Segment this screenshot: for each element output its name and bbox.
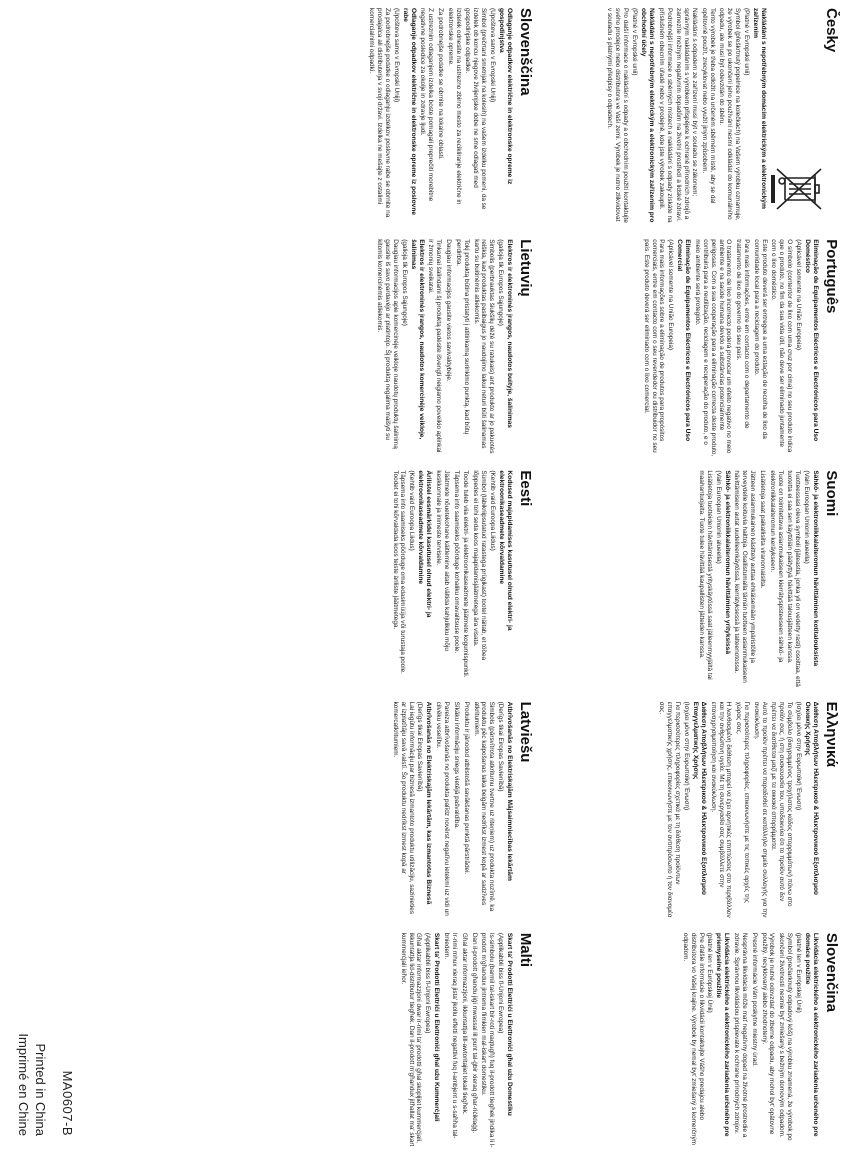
section-paragraph: Για περισσότερες πληροφορίες, επικοινωνήστε με τις τοπικές αρχές της χώρας σας.	[735, 701, 751, 903]
section-paragraph: O tratamento de lixo incorrecto poderá provocar um efeito negativo no meio ambiente e na saúde humana devido a substâncias potencialmente perigosas. Com a sua cooperação para a eliminação correcta deste produto, contribuirá para a reutilização, reciclagem e recuperação do produto, e o meio ambiente será protegido.	[694, 239, 733, 457]
section-scope-note: (galioja tik Europos Sąjungoje)	[400, 239, 408, 326]
section-paragraph: Produktu ir jānodod atbilstošā savākšanas punktā pārstrādei.	[462, 701, 470, 875]
language-heading: Eesti	[517, 470, 534, 507]
section-paragraph: Para mais informações, entre em contacto com o departamento de tratamento de lixo do governo do seu país.	[735, 239, 751, 429]
section-paragraph: Daugiau informacijos gausite vietos savivaldybėje.	[445, 239, 453, 382]
section-paragraph: O símbolo (contentor de lixo com uma cruz por cima) no seu produto indica que o produto, no fim da sua vida útil, não deve ser eliminado juntamente com o lixo doméstico.	[770, 239, 794, 453]
language-column	[234, 239, 534, 456]
section-title: Nakládání s nepotřebným domácím elektrickým a elektronickým zařízením	[751, 8, 767, 209]
section-scope-note: (platné len v Európskej Únii)	[794, 932, 802, 1013]
section-title: Likvidácia elektrického a elektronického zariadenia určeného pre priemyselné použitie	[715, 932, 731, 1137]
section-scope-note: (Upošteva samo v Evropski Uniji)	[392, 8, 400, 103]
section-paragraph: Täpsema info saamiseks pöörduge oma edasimüüja või turustaja poole. Toodet ei tohi kõrvaldada koos teiste äriliste jäätmetega.	[391, 470, 407, 674]
section-paragraph: Za podrobnejše podatke o odlaganju izdelkov poslovne rabe se obrnite na prodajalca ali distributerja v svoji državi. Izdelka ne mešajte z ostalimi komercialnimi odpadki.	[368, 8, 391, 218]
print-origin	[14, 1033, 49, 1136]
section-title: Eliminação de Equipamentos Eléctricos e Electrónicos para Uso Doméstico	[803, 239, 819, 442]
section-scope-note: (platné len v Európskej Únii)	[706, 932, 714, 1013]
section-paragraph: Dan il-prodott għandu jiġi mwassal lil punt tal-ġbir xieraq għar-riċiklaġġ.	[470, 932, 478, 1134]
section-paragraph: Tinkamai šalindami šį produktą padėsite išvengti neigiamo poveikio aplinkai ir žmonių sveikatai.	[427, 239, 443, 453]
section-paragraph: Pareiza atbrīvošanās no produkta palīdz novērst negatīvu ietekmi uz vidi un cilvēku veselību.	[435, 701, 451, 916]
language-column	[540, 239, 840, 456]
section-paragraph: Sümbol (läbikriipsutatud ratastega prügikast) tootel näitab, et tööea lõppedes ei tohi seda koos majapidamisjäätmetega ära visata.	[472, 470, 488, 661]
section-paragraph: Lai iegūtu informāciju par biznesā izmantoto produktu utilizāciju, sazinieties ar izplatītāju savā valstī. Šo produktu nedrīkst izmest kopā ar komercatkritumiem.	[392, 701, 415, 915]
section-paragraph: Η λανθασμένη διάθεση μπορεί να έχει αρνητικές επιπτώσεις στο περιβάλλον και την ανθρώπινη υγεία. Με τη συνεργασία σας συμβάλλετε στην επαναχρησιμοποίηση και ανακύκλωση.	[709, 701, 733, 918]
section-scope-note: (Upošteva samo v Evropski Uniji)	[488, 8, 496, 103]
section-paragraph: Lisätietoja saat paikallisilta viranomaisilta.	[758, 470, 766, 589]
language-heading: Ελληνικά	[823, 701, 840, 768]
empty-column	[6, 239, 228, 456]
section-scope-note: (Applikabbli biss fl-Unjoni Ewropea)	[424, 932, 432, 1034]
section-paragraph: Výrobok je nutné odovzdať do zberne odpadu, aby mohol byť opätovne použitý, recyklovaný alebo zhodnotený.	[760, 932, 776, 1135]
section-title: Skart ta' Prodotti Elettriċi u Elettroniċi għal użu Kummerċjali	[433, 932, 441, 1122]
section-title: Elektros ir elektroninės įrangos, naudotos buityje, šalinimas	[506, 239, 513, 428]
section-title: Likvidácia elektrického a elektronického zariadenia určeného pre domáce použitie	[803, 932, 819, 1137]
section-scope-note: (Applikabbli biss fl-Unjoni Ewropea)	[496, 932, 504, 1034]
row-top	[540, 8, 840, 1150]
section-scope-note: (Derīgs tikai Eiropas Savienībā)	[496, 701, 504, 792]
section-title: Nakládání s nepotřebným elektrickým a elektronickým zařízením pro obchodní účely	[639, 8, 655, 223]
section-paragraph: Za podrobnejše podatke se obrnite na lokalne oblasti.	[437, 8, 445, 160]
section-paragraph: Symbol (přeškrtnutý popelnice na kolečkách) na Vašem výrobku oznamuje, že výrobek se po ukončení jeho používání nesmí odkládat do komunálního odpadu, ale musí být odevzdán do sběru.	[718, 8, 742, 221]
section-paragraph: Lisätietoja tuotteiden hävittämisestä yrityskäytössä saat jälleenmyyjältä tai maahantuojalta. Tuote tulee hävittää kaupallisten jätteiden kanssa.	[698, 470, 713, 680]
section-scope-note: (Aplicável somente na União Europeia)	[667, 239, 675, 351]
section-paragraph: Este produto deverá ser entregue a uma estação de recolha de lixo da comunidade local para a reciclagem do produto.	[752, 239, 768, 439]
section-paragraph: Toode tuleb viia elektri- ja elektroonikaseadmete jäätmete kogumispunkti.	[462, 470, 470, 678]
language-heading: Slovenščina	[517, 8, 534, 96]
imprime-en-chine: Imprimé en Chine	[15, 1033, 31, 1137]
language-heading: Lietuvių	[517, 239, 534, 297]
section-title: Sähkö- ja elektroniikkalaiteromun hävittäminen yrityksissä	[723, 470, 731, 655]
language-heading: Suomi	[823, 470, 840, 517]
section-paragraph: Ir-rimi mhux xieraq jista' jkollu effetti negattivi fuq l-ambjent u s-saħħa tal-bniedem.	[443, 932, 458, 1139]
section-scope-note: (Vain Euroopan Unionin alueella)	[802, 470, 810, 564]
section-paragraph: Podrobnější informace o sběrných místech a nakládání s odpady získáte na příslušném obecním úřadě nebo v prodejně, kde jste výrobek zakoupili.	[657, 8, 673, 223]
section-scope-note: (galioja tik Europos Sąjungoje)	[496, 239, 504, 326]
language-heading: Malti	[517, 932, 534, 967]
language-column	[540, 933, 840, 1150]
section-title: Skart ta' Prodotti Elettriċi u Elettroniċi għal użu Domestiku	[506, 932, 513, 1116]
section-paragraph: Jäätmete nõuetekohane käitlemine aitab vältida kahjulikku mõju keskkonnale ja inimeste tervisele.	[435, 470, 450, 651]
section-title: Odlaganje odpadkov električne in elektronske opreme iz gospodinjstva	[497, 8, 513, 185]
section-scope-note: (Ισχύει μόνο στην Ευρωπαϊκή Ένωση)	[682, 701, 690, 811]
section-title: Atbrīvošanās no Elektriskajām Iekārtām, kas izmantotas Biznesā	[425, 701, 433, 905]
section-paragraph: Tuotteessasi oleva symboli (jäteastia, jonka yli on vedetty rasti) osoittaa, että tuotetta ei saa sen käyttöiän päätyttyä hävittää talousjätteen kanssa.	[786, 470, 802, 687]
section-paragraph: Tuote on toimitettava asianmukaiseen kierrätyspisteeseen sähkö- ja elektroniikkalaiteromun keräykseen.	[768, 470, 784, 663]
section-paragraph: Για περισσότερες πληροφορίες σχετικά με τη διάθεση προϊόντων επαγγελματικής χρήσης, επικοινωνήστε με τον αντιπρόσωπο ή τον διανομέα σας.	[658, 701, 682, 918]
section-paragraph: Täpsema info saamiseks pöörduge kohaliku omavalitsuse poole.	[452, 470, 460, 654]
empty-column	[6, 470, 228, 687]
section-scope-note: (Platné v Evropské unii)	[742, 8, 750, 76]
section-title: Διάθεση Αποβλήτων Ηλεκτρικού & Ηλεκτρονικού Εξοπλισμού Επαγγελματικής Χρήσης	[691, 701, 707, 895]
language-heading: Česky	[823, 8, 840, 53]
section-paragraph: Jätteen asianmukainen käsittely auttaa ehkäisemään ympäristölle ja terveydelle koituvia haittoja. Osallistumalla tämän tuotteen asianmukaiseen hävittämiseen autat uudelleenkäytössä, kierrätyksessä ja talteenotossa.	[733, 470, 757, 683]
section-paragraph: Is-simbolu (barmil tal-iskart bir-roti maqtugħ) fuq il-prodott tiegħek jindika li l-prodott m'għandux jintrema flimkien mal-iskart domestiku.	[480, 932, 496, 1148]
section-paragraph: Tokį produktą būtina pristatyti į atitinkamą surinkimo punktą, kad būtų perdirbta.	[454, 239, 470, 435]
language-heading: Português	[823, 239, 840, 314]
section-paragraph: Sīkāku informāciju sniegs vietējā pašvaldība.	[452, 701, 460, 829]
section-title: Kodused majapidamises kasutusel olnud elektri- ja elektroonikaseadmete kõrvaldamine	[497, 470, 513, 631]
section-paragraph: Para mais informações sobre a eliminação de produtos para propósitos comerciais, entre em contacto com o seu revendedor ou distribuidor no seu país. Este produto deverá ser eliminado com o lixo comercial.	[642, 239, 666, 453]
language-column	[540, 470, 840, 687]
section-title: Eliminação de Equipamentos Eléctricos e Electrónicos para Uso Comercial	[676, 239, 692, 442]
language-column	[540, 702, 840, 919]
section-title: Odlaganje odpadkov električne in elektronske opreme iz poslovne rabe	[401, 8, 417, 216]
section-paragraph: Daugiau informacijos apie komercinėje veikloje naudotų produktų šalinimą gausite iš savo pardavėjo ar platintojo. Šį produktą negalima maišyti su kitomis komercinėmis atliekomis.	[376, 239, 399, 449]
section-paragraph: Għal aktar informazzjoni dwar ir-rimi ta' prodotti għal skopijiet kummerċjali, ikkuntattja lid-distributur tiegħek. Dan il-prodott m'għandux jitħallat ma' skart kummerċjali ieħor.	[399, 932, 423, 1147]
section-paragraph: Nakládání s odpadem ze zařízení musí být v souladu se zákonem; správným nakládáním s výrobkem přispějete k ochraně přírodních zdrojů a zamezíte možným negativním dopadům na životní prostředí a lidské zdraví.	[675, 8, 699, 222]
section-title: Ärilistel eesmärkidel kasutusel olnud elektri- ja elektroonikaseadmete kõrvaldamine	[417, 470, 433, 618]
language-column	[234, 933, 534, 1150]
section-paragraph: Z ustreznim odlaganjem izdelka boste pomagali preprečiti morebitne negativne posledice za okolje in zdravje ljudi.	[419, 8, 435, 202]
row-bottom	[6, 8, 228, 1150]
section-title: Διάθεση Αποβλήτων Ηλεκτρικού & Ηλεκτρονικού Εξοπλισμού Οικιακής Χρήσης	[803, 701, 819, 895]
empty-column	[6, 8, 228, 225]
language-column	[234, 702, 534, 919]
section-paragraph: Presné informácie Vám poskytne miestny úrad.	[750, 932, 758, 1067]
weee-bin-icon	[769, 8, 825, 215]
section-paragraph: Simbolis (perbrauktas šiukšlių dėžė su ratukais) ant produkto ar jo pakuotės reiškia, kad produktas pasibaigus jo naudojimo laikui neturi būti šalinamas kartu su buitinėmis atliekomis.	[472, 239, 496, 454]
section-paragraph: Pre ďalšie informácie o likvidácii kontaktujte Vášho predajcu alebo distribútora vo Vašej krajine. Výrobok by nemal byť zmiešaný s komerčným odpadom.	[681, 932, 705, 1145]
section-scope-note: (Vain Euroopan Unionin alueella)	[714, 470, 722, 564]
empty-column	[6, 702, 228, 919]
footer-column	[6, 933, 228, 1150]
section-paragraph: Tento výrobek je třeba odložit na určeném sběrném místě, aby se dal opětovně použít, zrecyklovat nebo využít jiným způsobem.	[700, 8, 716, 204]
language-heading: Slovenčina	[823, 932, 840, 1013]
section-scope-note: (Kehtib vaid Euroopa Liidus)	[408, 470, 416, 551]
section-scope-note: (Derīgs tikai Eiropas Savienībā)	[416, 701, 424, 792]
section-title: Atbrīvošanās no Elektriskajām Mājsaimniecības Iekārtām	[506, 701, 513, 881]
section-paragraph: Simbol (prečrtani smetnjak na kolesih) na vašem izdelku pomeni, da se izdelek ob koncu njegove življenjske dobe ne sme odlagati med gospodinjske odpadke.	[464, 8, 488, 210]
language-column	[540, 8, 840, 225]
section-paragraph: Αυτό το προϊόν πρέπει να παραδοθεί σε κατάλληλο σημείο συλλογής για την ανακύκλωση.	[752, 701, 768, 918]
language-heading: Latviešu	[517, 701, 534, 763]
section-title: Elektros ir elektroninės įrangos, naudotos komercinėje veikloje, šalinimas	[409, 239, 425, 440]
language-column	[234, 8, 534, 225]
section-scope-note: (Ισχύει μόνο στην Ευρωπαϊκή Ένωση)	[794, 701, 802, 811]
section-paragraph: Pro další informace o nakládání s odpady a o obchodním použití kontaktujte svého prodejce nebo distributora ve Vaší zemi. Výrobek je nutno zlikvidovat v souladu s platnými předpisy o odpadech.	[606, 8, 630, 223]
model-code: MA0607-B	[60, 1070, 75, 1137]
printed-in-china: Printed in China	[33, 1043, 49, 1137]
section-paragraph: Izdelek odnesite na ustrezno zbirno mesto za recikliranje električne in elektronske opreme.	[446, 8, 462, 205]
section-paragraph: Nesprávna likvidácia môže mať negatívny dopad na životné prostredie a zdravie. Správnou likvidáciou prispievate k ochrane prírodných zdrojov.	[733, 932, 749, 1138]
section-scope-note: (Platné v Evropské unii)	[630, 8, 638, 76]
section-paragraph: Simbols (pārsvītrota atkritumu tvertne uz riteņiem) uz produkta nozīmē, ka produktu pēc kalpošanas laika beigām nedrīkst izmest kopā ar sadzīves atkritumiem.	[472, 701, 496, 912]
section-scope-note: (Kehtib vaid Euroopa Liidus)	[488, 470, 496, 551]
section-paragraph: Għal aktar informazzjoni, ikkuntattja lill-awtoritajiet lokali tiegħek.	[460, 932, 468, 1115]
row-middle	[234, 8, 534, 1150]
section-paragraph: Το σύμβολο (διαγραμμένος τροχήλατος κάδος απορριμμάτων) πάνω στο προϊόν σας, ή στη συσκευασία του, υποδεικνύει ότι το προϊόν αυτό δεν πρέπει να διατίθεται μαζί με τα οικιακά απορρίμματα.	[770, 701, 794, 907]
section-scope-note: (Aplicável somente na União Europeia)	[794, 239, 802, 351]
language-column	[234, 470, 534, 687]
section-title: Sähkö- ja elektroniikkalaiteromun hävittäminen kotitalouksista	[812, 470, 819, 667]
section-paragraph: Symbol (prečiarknutý odpadový kôš) na výrobku znamená, že výrobok po skončení životnosti nesmie byť zmiešaný s bežným domovým odpadom.	[778, 932, 794, 1141]
